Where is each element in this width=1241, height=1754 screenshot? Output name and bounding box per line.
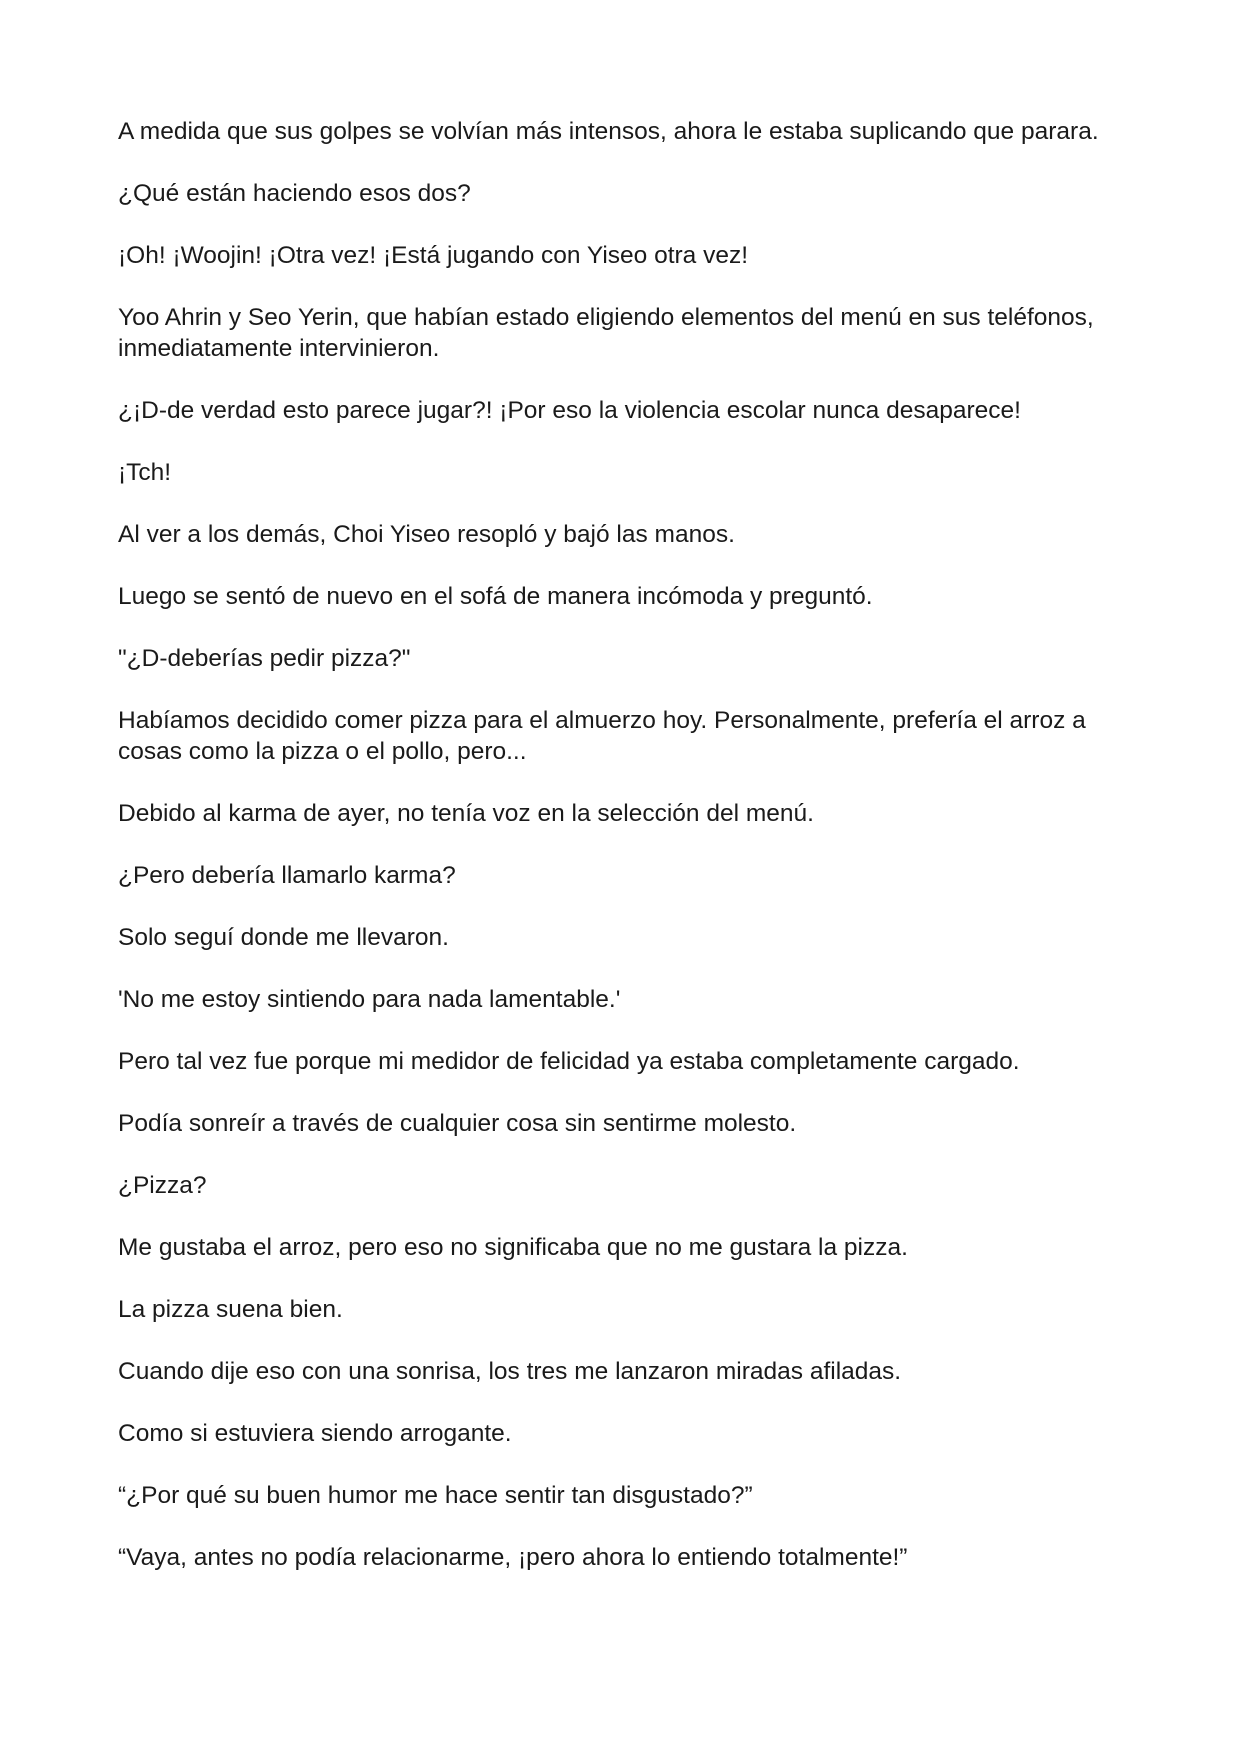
paragraph: “¿Por qué su buen humor me hace sentir tan disgustado?” (118, 1482, 753, 1509)
paragraph: ¿Qué están haciendo esos dos? (118, 180, 471, 207)
paragraph: Yoo Ahrin y Seo Yerin, que habían estado eligiendo elementos del menú en sus teléfonos, inmediatamente intervinieron. (118, 304, 1094, 362)
paragraph: ¿Pizza? (118, 1172, 207, 1199)
paragraph: Podía sonreír a través de cualquier cosa sin sentirme molesto. (118, 1110, 797, 1137)
paragraph: Pero tal vez fue porque mi medidor de felicidad ya estaba completamente cargado. (118, 1048, 1020, 1075)
paragraph: La pizza suena bien. (118, 1296, 343, 1323)
paragraph: Solo seguí donde me llevaron. (118, 924, 449, 951)
paragraph: "¿D-deberías pedir pizza?" (118, 645, 411, 672)
paragraph: Me gustaba el arroz, pero eso no significaba que no me gustara la pizza. (118, 1234, 908, 1261)
paragraph: Habíamos decidido comer pizza para el almuerzo hoy. Personalmente, prefería el arroz a cosas como la pizza o el pollo, pero... (118, 707, 1086, 765)
paragraph: Al ver a los demás, Choi Yiseo resopló y bajó las manos. (118, 521, 735, 548)
paragraph: ¡Tch! (118, 459, 172, 486)
paragraph: ¡Oh! ¡Woojin! ¡Otra vez! ¡Está jugando con Yiseo otra vez! (118, 242, 749, 269)
paragraph: Luego se sentó de nuevo en el sofá de manera incómoda y preguntó. (118, 583, 873, 610)
paragraph: A medida que sus golpes se volvían más intensos, ahora le estaba suplicando que parara. (118, 118, 1099, 145)
paragraph: Cuando dije eso con una sonrisa, los tres me lanzaron miradas afiladas. (118, 1358, 902, 1385)
paragraph: 'No me estoy sintiendo para nada lamentable.' (118, 986, 621, 1013)
paragraph: Como si estuviera siendo arrogante. (118, 1420, 512, 1447)
body-text (118, 116, 1138, 1604)
paragraph: ¿Pero debería llamarlo karma? (118, 862, 456, 889)
paragraph: Debido al karma de ayer, no tenía voz en la selección del menú. (118, 800, 814, 827)
paragraph: “Vaya, antes no podía relacionarme, ¡pero ahora lo entiendo totalmente!” (118, 1544, 908, 1571)
paragraph: ¿¡D-de verdad esto parece jugar?! ¡Por eso la violencia escolar nunca desaparece! (118, 397, 1021, 424)
